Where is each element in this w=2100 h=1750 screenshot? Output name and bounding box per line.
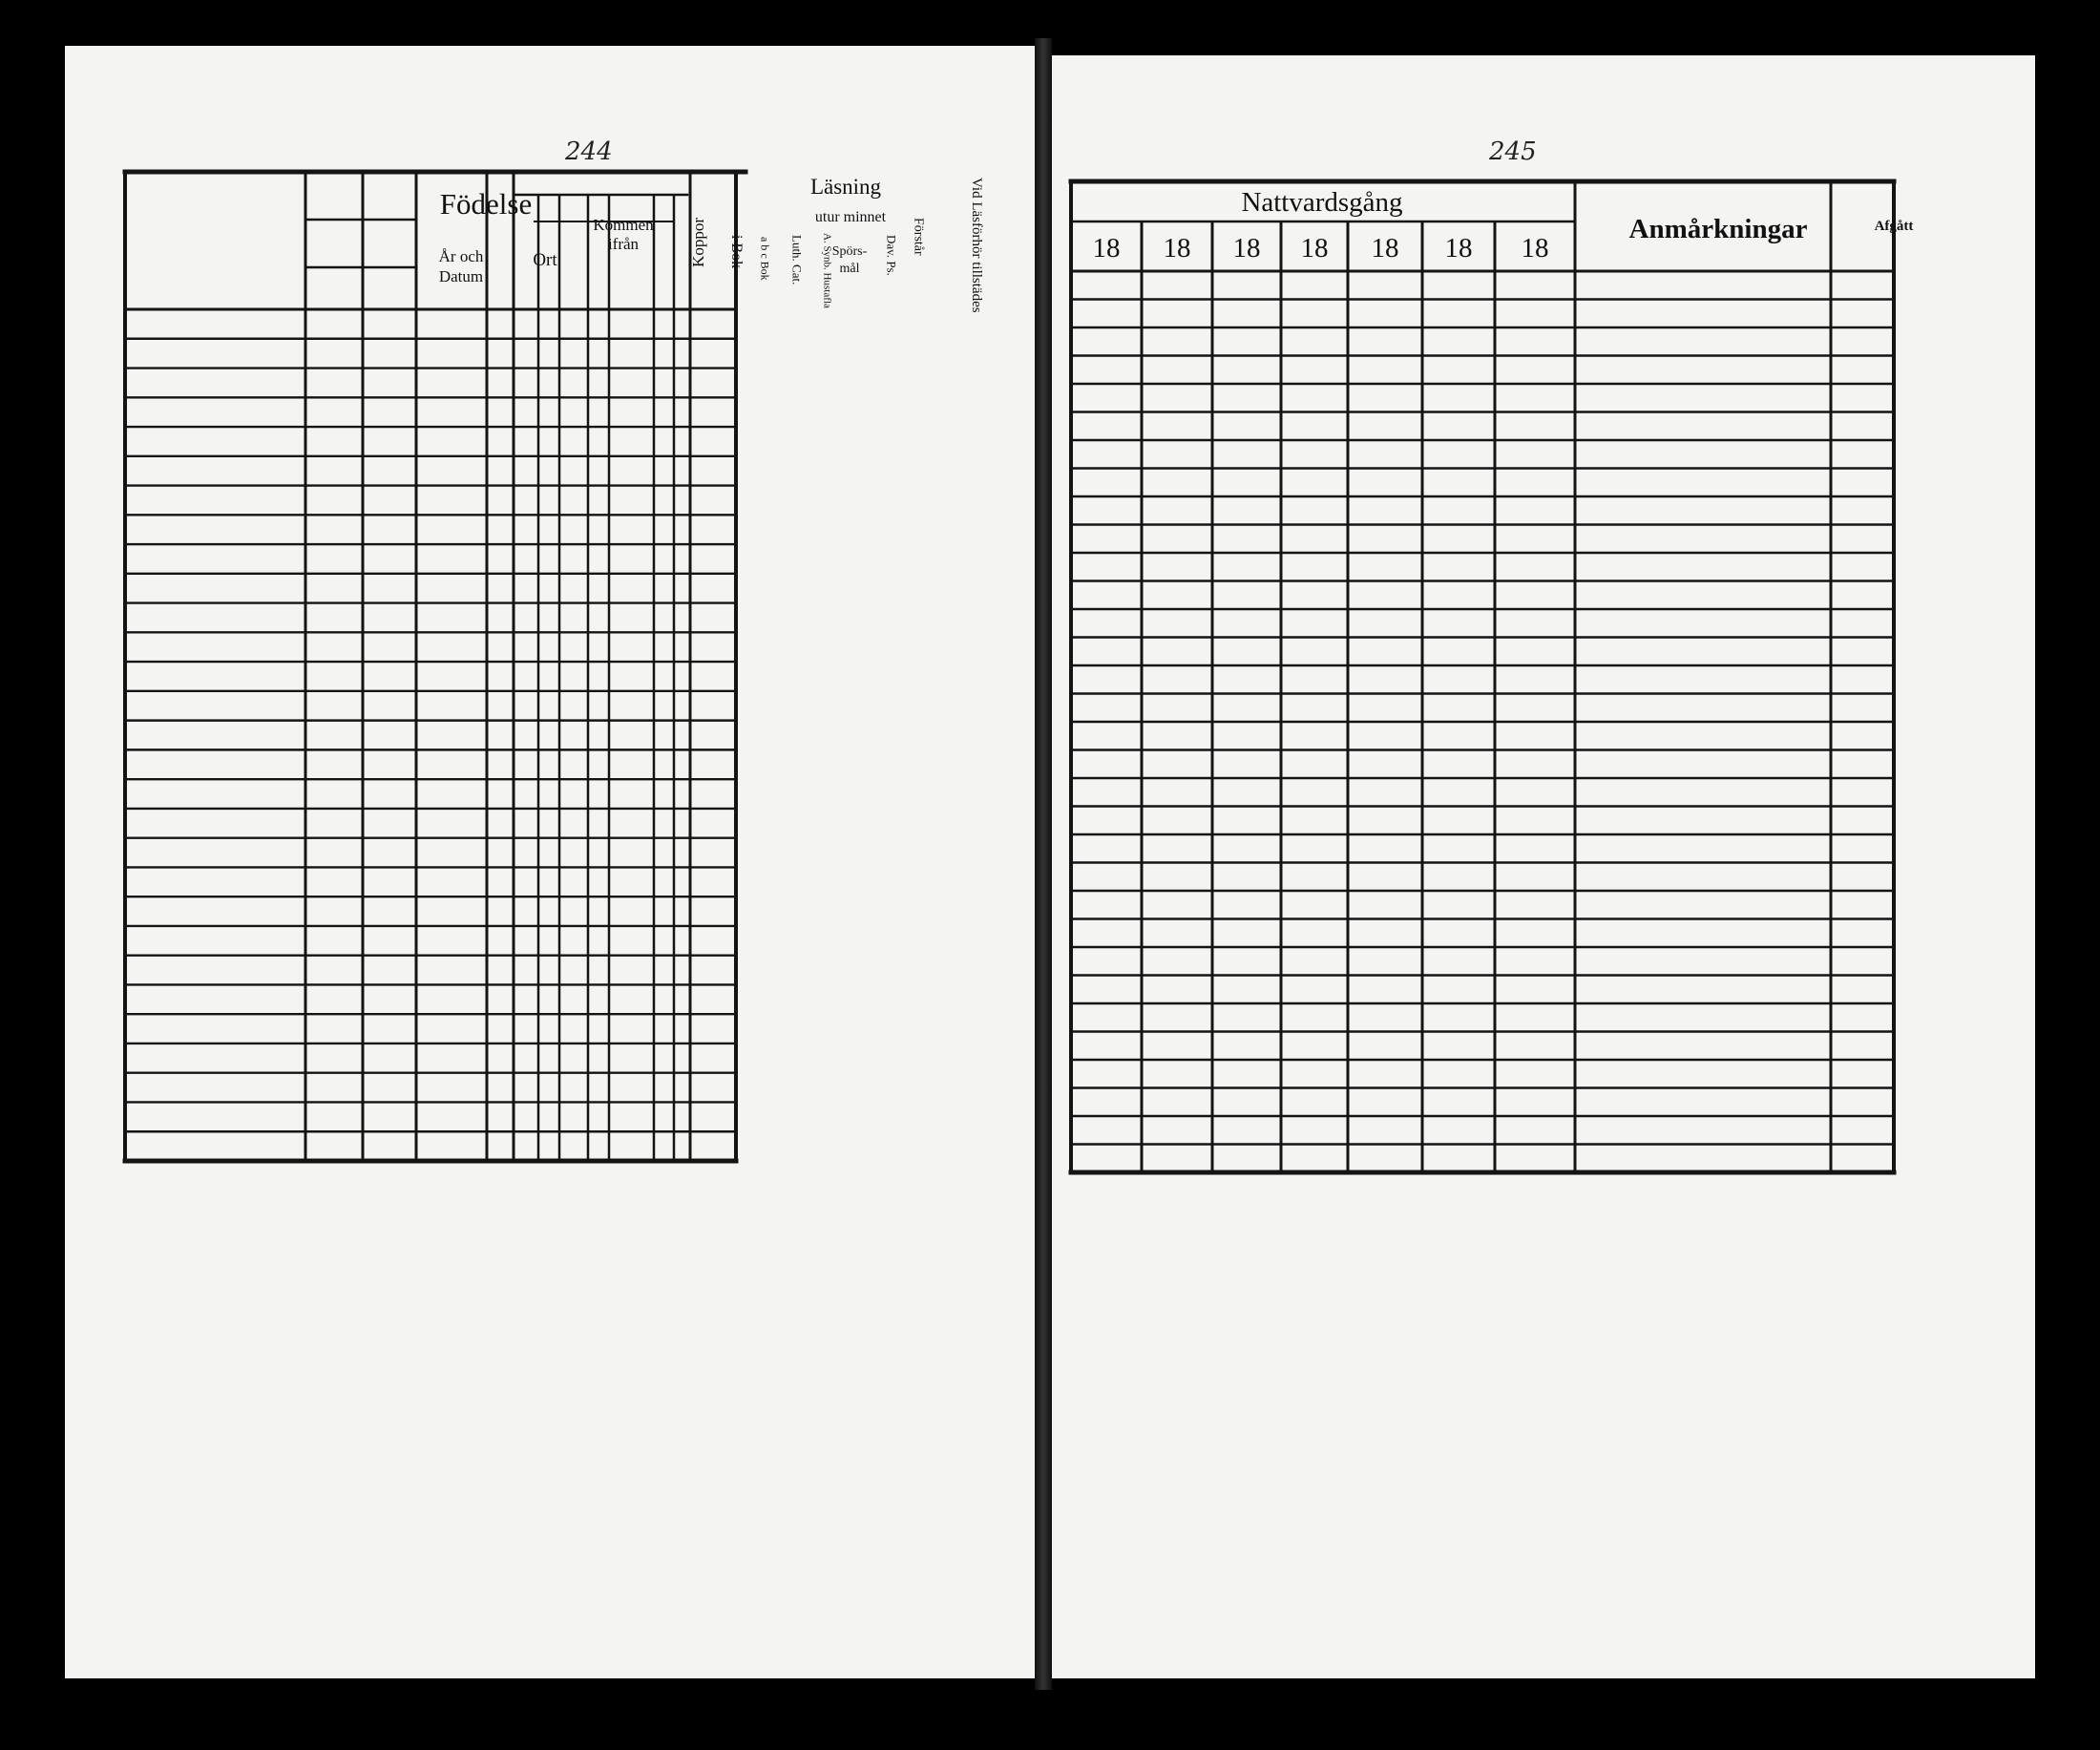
header-ort: Ort xyxy=(533,250,557,270)
header-forstar: Förstår xyxy=(911,218,926,256)
year-column-label: 18 xyxy=(1371,233,1399,264)
page-number: 245 xyxy=(1489,137,1537,166)
year-column-label: 18 xyxy=(1232,233,1261,264)
header-i-bok: i Bok xyxy=(727,235,745,269)
header-utur-minnet: utur minnet xyxy=(814,209,887,225)
year-column-label: 18 xyxy=(1300,233,1329,264)
header-kommen-ifran: Kommen ifrån xyxy=(593,216,654,254)
left-page xyxy=(65,46,1035,1678)
header-dav-ps: Dav. Ps. xyxy=(884,235,899,276)
header-afgatt: Afgått xyxy=(1874,219,1914,234)
year-column-label: 18 xyxy=(1444,233,1473,264)
header-fodelse: Födelse xyxy=(439,187,533,221)
header-ar-och-datum: År och Datum xyxy=(438,247,484,286)
year-column-label: 18 xyxy=(1521,233,1549,264)
header-vid-lasforhor: Vid Läsförhör tillstädes xyxy=(969,178,984,313)
year-column-label: 18 xyxy=(1163,233,1191,264)
right-page xyxy=(1052,55,2035,1678)
year-column-label: 18 xyxy=(1092,233,1121,264)
header-luth-cat: Luth. Cat. xyxy=(789,235,805,285)
right-page-grid xyxy=(1052,55,2035,1678)
header-abc-bok: a b c Bok xyxy=(758,237,772,281)
page-number: 244 xyxy=(565,137,613,166)
header-koppor: Koppor xyxy=(689,218,707,267)
header-a-synh-huslafla: A. Synb. Hustafla xyxy=(821,233,833,308)
header-lasning: Läsning xyxy=(809,175,882,199)
header-anmarkningar: Anmårkningar xyxy=(1628,214,1808,244)
header-sporsmal: Spörs-mål xyxy=(831,244,868,277)
header-nattvardsgang: Nattvardsgång xyxy=(1241,187,1403,218)
book-spine xyxy=(1035,38,1052,1690)
left-page-grid xyxy=(65,46,1035,1678)
